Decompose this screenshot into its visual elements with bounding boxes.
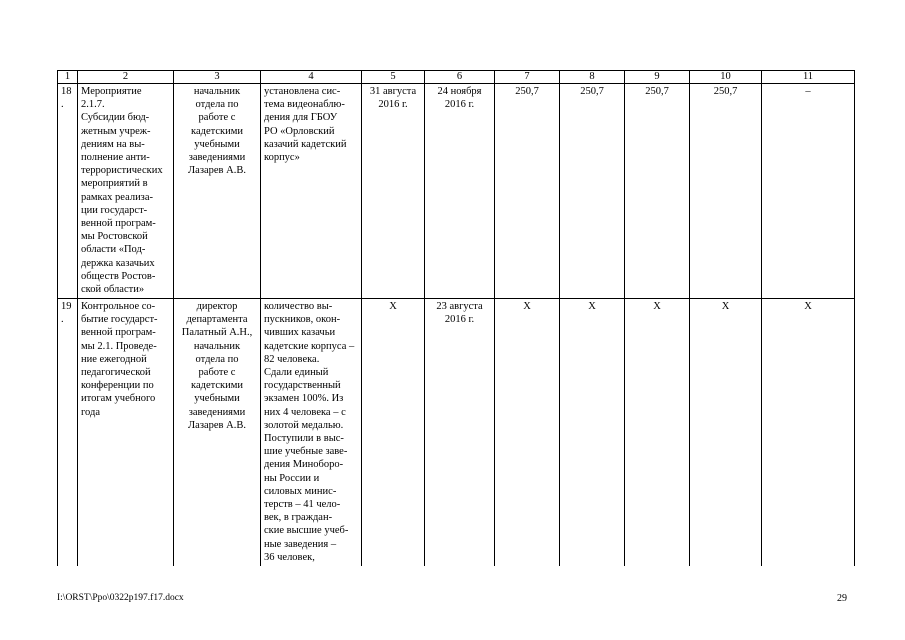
responsible-cell-line: директор [196,301,238,312]
result-cell-line: казачий кадетский [264,138,347,150]
event-name-cell [78,299,174,567]
responsible-cell-line: отдела по [195,353,239,365]
responsible-cell-line: кадетскими [191,380,243,392]
column-number-cell: 1 [58,71,78,84]
event-name-cell-line: мы Ростовской [81,231,148,243]
event-name-cell-line: итогам учебного [81,393,156,405]
responsible-cell-line: отдела по [195,99,239,111]
event-name-cell-line: Мероприятие [81,86,142,97]
event-name-cell-line: Субсидии бюд- [81,112,150,124]
responsible-cell-line: кадетскими [191,125,243,137]
amount-cell-col11: Х [762,299,855,567]
responsible-cell-line: Палатный А.Н., [181,327,253,339]
column-number-cell: 2 [78,71,174,84]
event-name-cell-line: Контрольное со- [81,301,156,312]
event-name-cell-line: бытие государст- [81,314,158,326]
result-cell-line: дения для ГБОУ [264,112,338,124]
responsible-cell [174,299,261,567]
result-cell-line: государственный [264,380,341,392]
column-number-row [58,71,855,84]
event-name-cell-line: жетным учреж- [81,125,151,137]
result-cell-line: 82 человека. [264,353,320,365]
result-cell-line: РО «Орловский [264,125,335,137]
fact-date-cell-line: 2016 г. [444,314,475,326]
result-cell-line: Сдали единый [264,367,329,379]
event-name-cell-line: педагогической [81,367,151,379]
result-cell-line: ны России и [264,472,320,484]
result-cell-line: ные заведения – [264,538,337,550]
event-name-cell-line: держка казачьих [81,257,155,269]
result-cell-line: век, в граждан- [264,512,333,524]
result-cell-line: количество вы- [264,301,333,312]
plan-date-cell-line: 31 августа [369,86,417,97]
result-cell-line: кадетские корпуса – [264,340,355,352]
event-name-cell-line: венной програм- [81,327,156,339]
event-name-cell-line: конференции по [81,380,154,392]
responsible-cell-line: заведениями [188,406,246,418]
event-name-cell-line: рамках реализа- [81,191,153,203]
responsible-cell-line: начальник [193,86,241,97]
event-name-cell-line: мы 2.1. Проведе- [81,340,157,352]
result-cell-line: ские высшие учеб- [264,525,349,537]
responsible-cell-line: начальник [193,340,241,352]
event-name-cell-line: венной програм- [81,218,156,230]
fact-date-cell-line: 24 ноября [437,86,482,97]
result-cell-line: установлена сис- [264,86,341,97]
responsible-cell-line: Лазарев А.В. [188,419,246,431]
result-cell-line: 36 человек, [264,551,315,563]
column-number-cell: 9 [625,71,690,84]
result-cell-line: экзамен 100%. Из [264,393,344,405]
fact-date-cell-line: 23 августа [436,301,483,312]
column-number-cell: 11 [762,71,855,84]
event-name-cell-line: полнение анти- [81,152,150,164]
page-number: 29 [837,593,847,604]
responsible-cell [174,84,261,299]
result-cell-line: дения Миноборо- [264,459,344,471]
column-number-cell: 10 [690,71,762,84]
fact-date-cell-line: 2016 г. [444,99,475,111]
fact-date-cell [425,299,495,567]
responsible-cell-line: заведениями [188,152,246,164]
plan-date-cell [362,299,425,567]
event-name-cell [78,84,174,299]
amount-cell-col8: Х [560,299,625,567]
result-cell-line: корпус» [264,152,300,164]
event-name-cell-line: мероприятий в [81,178,148,190]
result-cell [261,84,362,299]
result-cell-line: Поступили в выс- [264,433,344,445]
amount-cell-col7: 250,7 [495,84,560,299]
amount-cell-col7: Х [495,299,560,567]
amount-cell-col11: – [762,84,855,299]
fact-date-cell [425,84,495,299]
report-table [57,70,855,566]
plan-date-cell-line: Х [389,301,397,312]
responsible-cell-line: департамента [186,314,248,326]
result-cell-line: шие учебные заве- [264,446,348,458]
event-name-cell-line: ции государст- [81,204,148,216]
event-name-cell-line: 2.1.7. [81,99,105,111]
row-number-cell: 18. [58,84,78,299]
result-cell [261,299,362,567]
column-number-cell: 8 [560,71,625,84]
row-number-cell: 19. [58,299,78,567]
result-cell-line: чивших казачьи [264,327,336,339]
event-name-cell-line: года [81,406,100,418]
event-name-cell-line: ние ежегодной [81,353,147,365]
responsible-cell-line: учебными [194,138,240,150]
event-name-cell-line: ской области» [81,284,145,296]
result-cell-line: тема видеонаблю- [264,99,345,111]
responsible-cell-line: Лазарев А.В. [188,165,246,177]
column-number-cell: 5 [362,71,425,84]
column-number-cell: 3 [174,71,261,84]
column-number-cell: 4 [261,71,362,84]
table-row [58,299,855,567]
event-name-cell-line: обществ Ростов- [81,270,156,282]
event-name-cell-line: области «Под- [81,244,146,256]
amount-cell-col10: 250,7 [690,84,762,299]
amount-cell-col10: Х [690,299,762,567]
responsible-cell-line: учебными [194,393,240,405]
table-row [58,84,855,299]
amount-cell-col8: 250,7 [560,84,625,299]
amount-cell-col9: 250,7 [625,84,690,299]
plan-date-cell-line: 2016 г. [378,99,408,111]
responsible-cell-line: работе с [198,112,236,124]
plan-date-cell [362,84,425,299]
result-cell-line: пускников, окон- [264,314,341,326]
column-number-cell: 6 [425,71,495,84]
result-cell-line: терств – 41 чело- [264,499,341,511]
amount-cell-col9: Х [625,299,690,567]
event-name-cell-line: террористических [81,165,163,177]
result-cell-line: них 4 человека – с [264,406,346,418]
footer-file-path: I:\ORST\Ppo\0322p197.f17.docx [57,593,184,603]
column-number-cell: 7 [495,71,560,84]
responsible-cell-line: работе с [198,367,236,379]
result-cell-line: силовых минис- [264,485,337,497]
event-name-cell-line: дениям на вы- [81,138,145,150]
result-cell-line: золотой медалью. [264,419,344,431]
